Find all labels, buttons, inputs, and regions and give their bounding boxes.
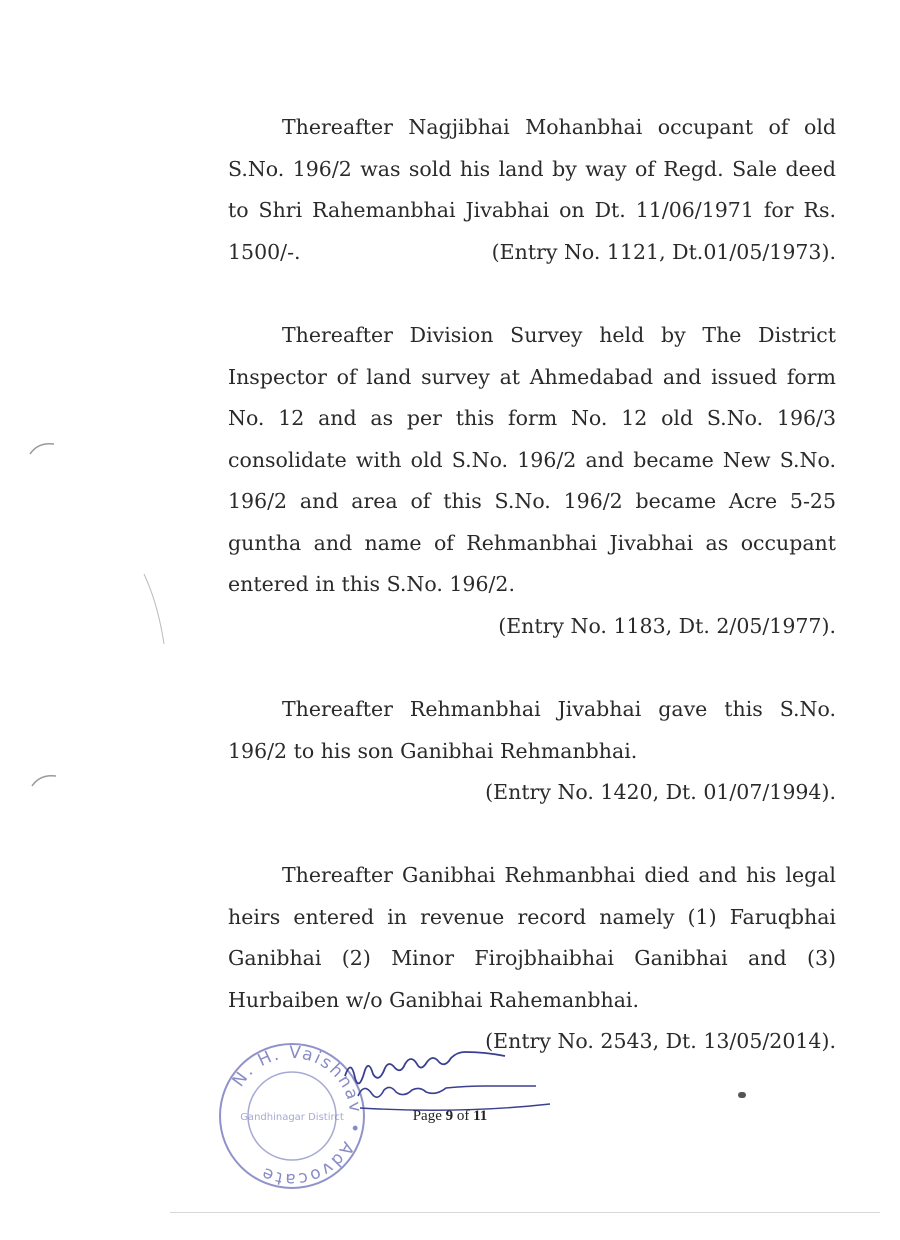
footer-of: of [456, 1108, 470, 1124]
hole-punch-mark [28, 438, 58, 458]
footer-total-pages: 11 [473, 1108, 488, 1124]
advocate-signature [340, 1046, 570, 1116]
entry-ref-4: (Entry No. 2543, Dt. 13/05/2014). [485, 1029, 836, 1053]
paragraph-4: Thereafter Ganibhai Rehmanbhai died and his legal heirs entered in revenue record namely (1) Faruqbhai Ganibhai (2) Minor Firojbhaibhai Ganibhai and (3) Hurbaiben w/o Ganibhai Rahemanbhai. [228, 863, 836, 1012]
paragraph-2: Thereafter Division Survey held by The District Inspector of land survey at Ahmedabad and issued form No. 12 and as per this form No. 12 old S.No. 196/3 consolidate with old S.No. 196/2 and became New S.No. 196/2 and area of this S.No. 196/2 became Acre 5-25 guntha and name of Rehmanbhai Jivabhai as occupant entered in this S.No. 196/2. [228, 323, 836, 596]
footer-prefix: Page [412, 1108, 442, 1124]
entry-ref-1: (Entry No. 1121, Dt.01/05/1973). [491, 240, 836, 264]
hole-punch-mark [30, 770, 60, 790]
entry-ref-2: (Entry No. 1183, Dt. 2/05/1977). [498, 614, 836, 638]
paragraph-3: Thereafter Rehmanbhai Jivabhai gave this S.No. 196/2 to his son Ganibhai Rehmanbhai. [228, 697, 836, 763]
entry-ref-3: (Entry No. 1420, Dt. 01/07/1994). [485, 780, 836, 804]
stamp-inner-text: Gandhinagar Distirct [240, 1112, 344, 1123]
page-footer [0, 1108, 900, 1125]
stamp-outer-text: N. H. Vaishnav • Advocate [228, 1042, 366, 1190]
scan-edge-line [170, 1212, 880, 1213]
scan-mark [140, 570, 170, 650]
ink-speck [738, 1092, 746, 1098]
footer-current-page: 9 [445, 1108, 454, 1124]
paragraph-1: Thereafter Nagjibhai Mohanbhai occupant of old S.No. 196/2 was sold his land by way of Regd. Sale deed to Shri Rahemanbhai Jivabhai on Dt. 11/06/1971 for Rs. 1500/-. [228, 115, 836, 264]
